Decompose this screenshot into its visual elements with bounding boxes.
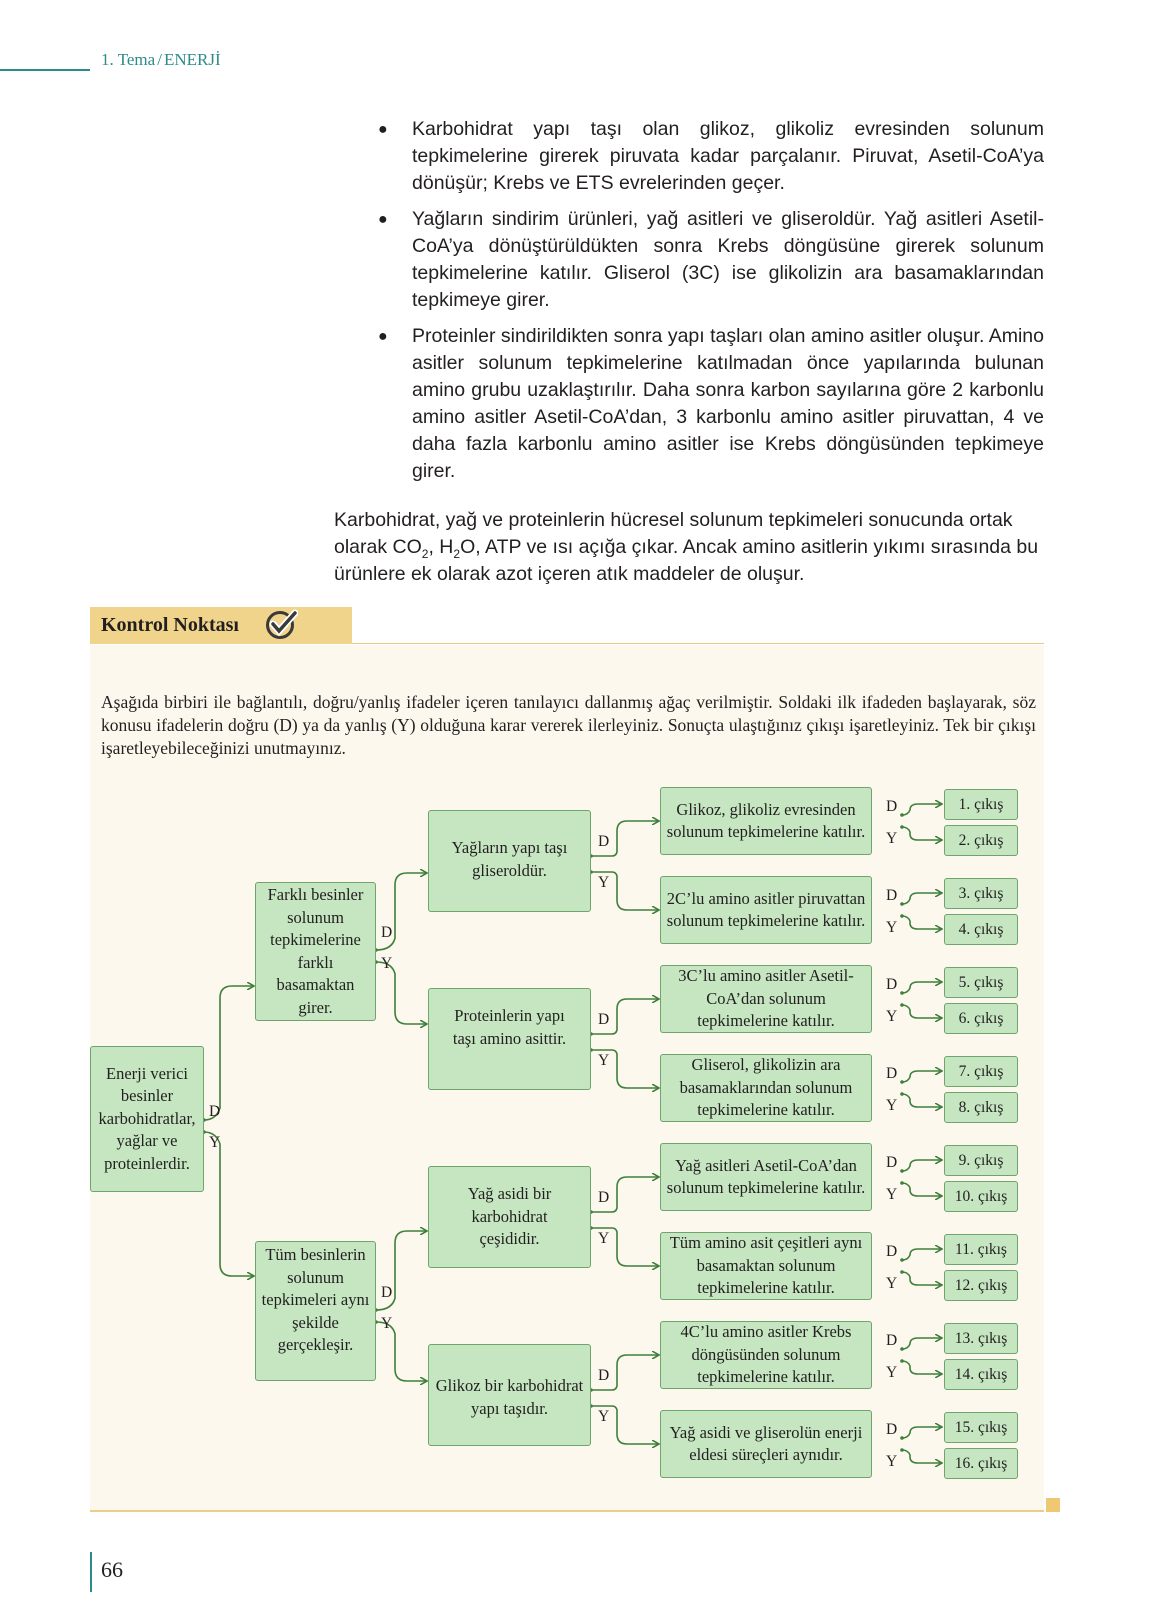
header-separator: /: [157, 50, 162, 69]
false-label: Y: [886, 1008, 898, 1025]
false-label: Y: [381, 1315, 393, 1332]
tree-level1-statement: Farklı besinler solunum tepkimelerine farklı basamaktan girer.: [255, 882, 376, 1021]
exit-13[interactable]: 13. çıkış: [944, 1323, 1018, 1354]
para-text: , H: [428, 536, 454, 558]
exit-15[interactable]: 15. çıkış: [944, 1412, 1018, 1443]
true-label: D: [381, 1284, 393, 1301]
true-label: D: [598, 1011, 610, 1028]
tree-level3-statement: Yağ asidi ve gliserolün enerji eldesi süreçleri aynıdır.: [660, 1410, 872, 1478]
true-label: D: [598, 833, 610, 850]
connector-arrow: [902, 1272, 941, 1285]
true-label: D: [598, 1367, 610, 1384]
tree-level3-statement: Tüm amino asit çeşitleri aynı basamaktan solunum tepkimelerine katılır.: [660, 1232, 872, 1300]
exit-11[interactable]: 11. çıkış: [944, 1234, 1018, 1265]
exit-9[interactable]: 9. çıkış: [944, 1145, 1018, 1176]
connector-arrow: [902, 1338, 941, 1349]
exit-2[interactable]: 2. çıkış: [944, 825, 1018, 856]
tree-instructions: Aşağıda birbiri ile bağlantılı, doğru/yanlış ifadeler içeren tanılayıcı dallanmış ağaç verilmiştir. Soldaki ilk ifadeden başlayarak, söz konusu ifadelerin doğru (D) ya da yanlış (Y) olduğuna karar vererek ilerleyiniz. Sonuçta ulaştığınız çıkışı işaretleyiniz. Tek bir çıkışı işaretleyebileceğinizi unutmayınız.: [101, 692, 1036, 758]
exit-3[interactable]: 3. çıkış: [944, 878, 1018, 909]
connector-arrow: [902, 1071, 941, 1082]
true-label: D: [209, 1103, 221, 1120]
false-label: Y: [381, 955, 393, 972]
exit-8[interactable]: 8. çıkış: [944, 1092, 1018, 1123]
tree-level2-statement: Proteinlerin yapı taşı amino asittir.: [428, 988, 591, 1090]
tree-level3-statement: Yağ asitleri Asetil-CoA’dan solunum tepkimelerine katılır.: [660, 1143, 872, 1211]
bullet-dot-icon: ●: [378, 211, 388, 228]
bullet-text: Karbohidrat yapı taşı olan glikoz, glikoliz evresinden solunum tepkimelerine girerek piruvata kadar parçalanır. Piruvat, Asetil-CoA’ya dönüşür; Krebs ve ETS evrelerinden geçer.: [412, 118, 1044, 194]
tree-root-statement: Enerji verici besinler karbohidratlar, yağlar ve proteinlerdir.: [90, 1046, 204, 1192]
bullet-text: Yağların sindirim ürünleri, yağ asitleri ve gliseroldür. Yağ asitleri Asetil-CoA’ya dönüştürüldükten sonra Krebs döngüsüne girerek solunum tepkimelerine katılır. Gliserol (3C) ise glikolizin ara basamaklarından tepkimeye girer.: [412, 208, 1044, 311]
false-label: Y: [598, 1052, 610, 1069]
false-label: Y: [886, 1364, 898, 1381]
page-number-bar: [90, 1552, 92, 1592]
true-label: D: [886, 1154, 898, 1171]
exit-5[interactable]: 5. çıkış: [944, 967, 1018, 998]
connector-arrow: [204, 986, 253, 1120]
true-label: D: [886, 1065, 898, 1082]
connector-arrow: [902, 804, 941, 815]
connector-arrow: [902, 893, 941, 904]
true-label: D: [886, 798, 898, 815]
connector-arrow: [902, 827, 941, 840]
true-label: D: [886, 1243, 898, 1260]
tree-level2-statement: Yağ asidi bir karbohidrat çeşididir.: [428, 1166, 591, 1268]
connector-arrow: [902, 1183, 941, 1196]
false-label: Y: [886, 1453, 898, 1470]
exit-1[interactable]: 1. çıkış: [944, 789, 1018, 820]
false-label: Y: [598, 1408, 610, 1425]
true-label: D: [886, 1421, 898, 1438]
false-label: Y: [886, 1186, 898, 1203]
false-label: Y: [598, 1230, 610, 1247]
exit-14[interactable]: 14. çıkış: [944, 1359, 1018, 1390]
connector-arrow: [204, 1132, 253, 1276]
exit-10[interactable]: 10. çıkış: [944, 1181, 1018, 1212]
tree-level2-statement: Yağların yapı taşı gliseroldür.: [428, 810, 591, 912]
false-label: Y: [886, 919, 898, 936]
connector-arrow: [902, 1005, 941, 1018]
true-label: D: [886, 976, 898, 993]
true-label: D: [886, 887, 898, 904]
connector-arrow: [902, 1094, 941, 1107]
connector-arrow: [902, 1427, 941, 1438]
bullet-dot-icon: ●: [378, 328, 388, 345]
connector-arrow: [902, 1249, 941, 1260]
exit-4[interactable]: 4. çıkış: [944, 914, 1018, 945]
exit-16[interactable]: 16. çıkış: [944, 1448, 1018, 1479]
section-title: Kontrol Noktası: [101, 614, 239, 636]
para-text: Karbohidrat, yağ ve proteinlerin hücresel solunum tepkimeleri sonucunda ortak olarak CO: [334, 509, 1013, 558]
exit-6[interactable]: 6. çıkış: [944, 1003, 1018, 1034]
page-number: 66: [101, 1557, 123, 1582]
connector-arrow: [902, 982, 941, 993]
connector-arrow: [902, 1160, 941, 1171]
subscript: 2: [453, 546, 461, 561]
tree-level1-statement: Tüm besinlerin solunum tepkimeleri aynı şekilde gerçekleşir.: [255, 1241, 376, 1381]
true-label: D: [886, 1332, 898, 1349]
tree-level3-statement: 4C’lu amino asitler Krebs döngüsünden solunum tepkimelerine katılır.: [660, 1321, 872, 1389]
true-label: D: [381, 924, 393, 941]
tree-level3-statement: 3C’lu amino asitler Asetil-CoA’dan solunum tepkimelerine katılır.: [660, 965, 872, 1033]
bullet-text: Proteinler sindirildikten sonra yapı taşları olan amino asitler oluşur. Amino asitler solunum tepkimelerine katılmadan önce yapılarında bulunan amino grubu uzaklaştırılır. Daha sonra karbon sayılarına göre 2 karbonlu amino asitler Asetil-CoA’dan, 3 karbonlu amino asitler piruvattan, 4 ve daha fazla karbonlu amino asitler ise Krebs döngüsünden tepkimeye girer.: [412, 325, 1044, 482]
chapter-label: 1. Tema: [101, 50, 156, 69]
false-label: Y: [886, 1275, 898, 1292]
connector-arrow: [902, 1361, 941, 1374]
bullet-dot-icon: ●: [378, 121, 388, 138]
exit-12[interactable]: 12. çıkış: [944, 1270, 1018, 1301]
tree-level3-statement: 2C’lu amino asitler piruvattan solunum tepkimelerine katılır.: [660, 876, 872, 944]
false-label: Y: [886, 1097, 898, 1114]
connector-arrow: [902, 916, 941, 929]
exit-7[interactable]: 7. çıkış: [944, 1056, 1018, 1087]
para-text: O, ATP ve ısı açığa çıkar. Ancak amino asitlerin yıkımı sırasında bu ürünlere ek olarak azot içeren atık maddeler de oluşur.: [334, 536, 1039, 585]
subscript: 2: [421, 546, 429, 561]
tree-level3-statement: Gliserol, glikolizin ara basamaklarından solunum tepkimelerine katılır.: [660, 1054, 872, 1122]
false-label: Y: [209, 1134, 221, 1151]
false-label: Y: [886, 830, 898, 847]
tree-level3-statement: Glikoz, glikoliz evresinden solunum tepkimelerine katılır.: [660, 787, 872, 855]
false-label: Y: [598, 874, 610, 891]
topic-label: ENERJİ: [163, 50, 221, 69]
tree-level2-statement: Glikoz bir karbohidrat yapı taşıdır.: [428, 1344, 591, 1446]
connector-arrow: [902, 1450, 941, 1463]
true-label: D: [598, 1189, 610, 1206]
